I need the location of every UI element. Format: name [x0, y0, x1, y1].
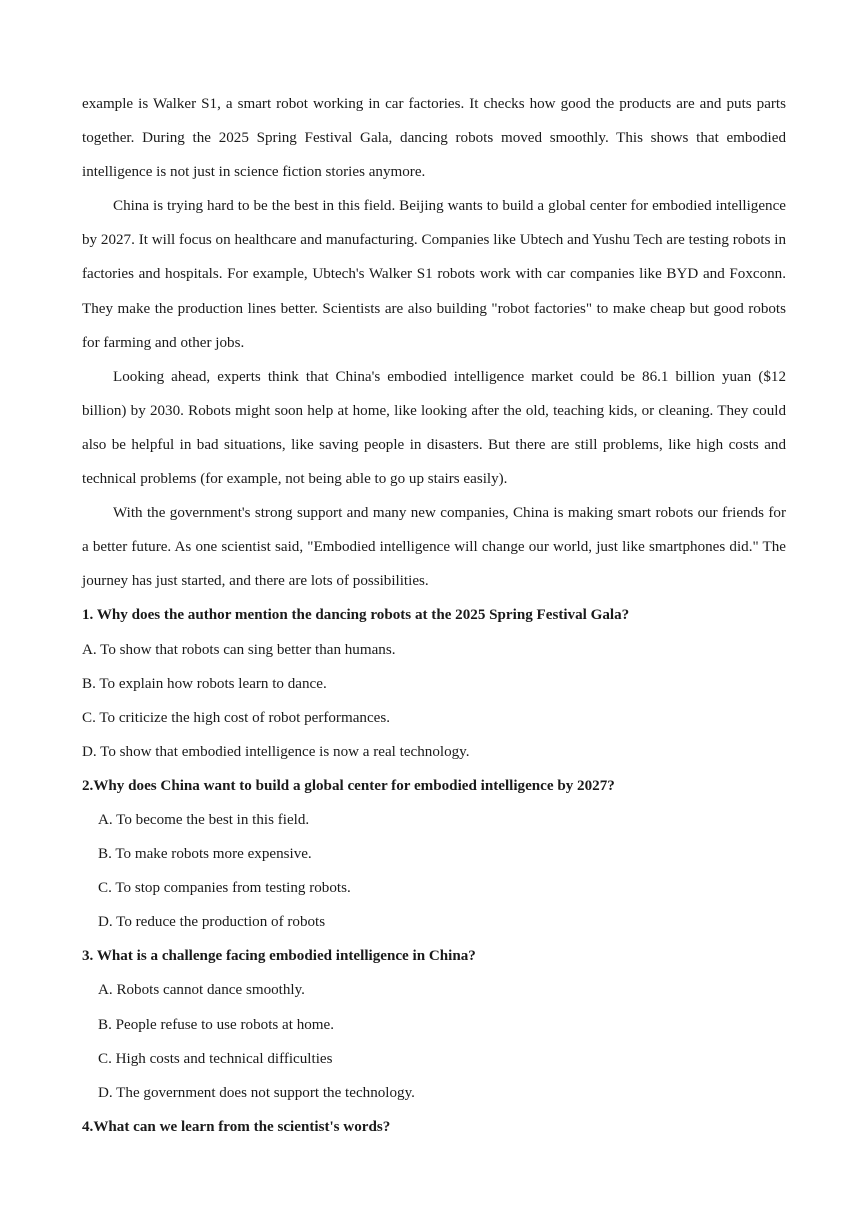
question-3-stem: 3. What is a challenge facing embodied intelligence in China? [82, 948, 476, 965]
passage-paragraph: With the government's strong support and many new companies, China is making smart robots our friends for a better future. As one scientist said, "Embodied intelligence will change our world, just like smartphones did." The journey has just started, and there are lots of possibilities. [82, 505, 786, 590]
passage-paragraph: example is Walker S1, a smart robot working in car factories. It checks how good the products are and puts parts together. During the 2025 Spring Festival Gala, dancing robots moved smoothly. This shows that embodied intelligence is not just in science fiction stories anymore. [82, 96, 786, 181]
question-3-option-a: A. Robots cannot dance smoothly. [98, 982, 305, 999]
question-2-option-a: A. To become the best in this field. [98, 811, 310, 828]
question-1-option-a: A. To show that robots can sing better than humans. [82, 641, 396, 658]
question-1-option-c: C. To criticize the high cost of robot performances. [82, 709, 390, 726]
question-3-option-d: D. The government does not support the technology. [98, 1084, 415, 1101]
question-2-option-d: D. To reduce the production of robots [98, 914, 326, 931]
question-2-stem: 2.Why does China want to build a global center for embodied intelligence by 2027? [82, 777, 615, 794]
question-2-option-c: C. To stop companies from testing robots. [98, 880, 351, 897]
question-1-option-b: B. To explain how robots learn to dance. [82, 675, 327, 692]
passage-paragraph: Looking ahead, experts think that China's embodied intelligence market could be 86.1 billion yuan ($12 billion) by 2030. Robots might soon help at home, like looking after the old, teaching kids, or cleaning. They could also be helpful in bad situations, like saving people in disasters. But there are still problems, like high costs and technical problems (for example, not being able to go up stairs easily). [82, 368, 786, 488]
question-3-option-b: B. People refuse to use robots at home. [98, 1016, 335, 1033]
question-3-option-c: C. High costs and technical difficulties [98, 1050, 333, 1067]
question-1-option-d: D. To show that embodied intelligence is now a real technology. [82, 743, 470, 760]
question-4-stem: 4.What can we learn from the scientist's words? [82, 1118, 391, 1135]
passage-paragraph: China is trying hard to be the best in this field. Beijing wants to build a global center for embodied intelligence by 2027. It will focus on healthcare and manufacturing. Companies like Ubtech and Yushu Tech are testing robots in factories and hospitals. For example, Ubtech's Walker S1 robots work with car companies like BYD and Foxconn. They make the production lines better. Scientists are also building "robot factories" to make cheap but good robots for farming and other jobs. [82, 198, 786, 351]
question-2-option-b: B. To make robots more expensive. [98, 846, 312, 863]
question-1-stem: 1. Why does the author mention the dancing robots at the 2025 Spring Festival Gala? [82, 607, 630, 624]
